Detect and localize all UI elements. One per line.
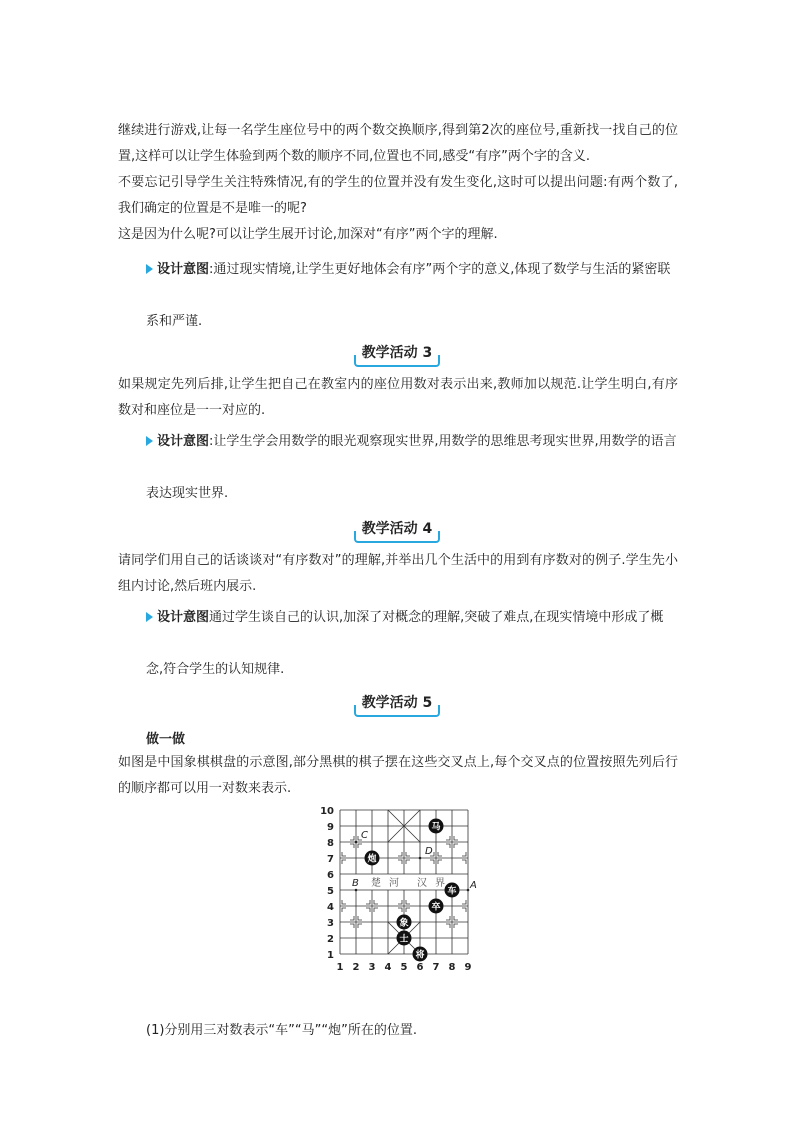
heading-text: 教学活动 3 [358, 342, 437, 367]
x-axis-label: 3 [368, 962, 376, 973]
x-axis-label: 1 [336, 962, 344, 973]
marker-stroke [406, 900, 410, 904]
y-axis-label: 8 [327, 838, 334, 849]
design-intent-tag: 设计意图 [157, 262, 210, 277]
marker-stroke [350, 836, 354, 840]
y-axis-label: 3 [327, 918, 334, 929]
point-dot [355, 889, 358, 892]
marker-stroke [406, 852, 410, 856]
marker-stroke [398, 900, 402, 904]
marker-stroke [342, 900, 346, 904]
arrow-icon [146, 436, 153, 446]
design-intent-text: :让学生学会用数学的眼光观察现实世界,用数学的思维思考现实世界,用数学的语言表达现实世界. [146, 434, 677, 501]
y-axis-label: 4 [327, 902, 334, 913]
marker-stroke [462, 908, 466, 912]
piece-label: 炮 [367, 854, 377, 865]
paragraph-special-case: 不要忘记引导学生关注特殊情况,有的学生的位置并没有发生变化,这时可以提出问题:有两个数了,我们确定的位置是不是唯一的呢? [118, 175, 678, 216]
design-intent-text: 通过学生谈自己的认识,加深了对概念的理解,突破了难点,在现实情境中形成了概念,符合学生的认知规律. [146, 610, 664, 677]
marker-stroke [350, 916, 354, 920]
marker-stroke [366, 908, 370, 912]
heading-text: 教学活动 5 [358, 692, 437, 717]
marker-stroke [430, 860, 434, 864]
piece-label: 马 [431, 822, 441, 833]
design-intent-3 [146, 592, 678, 696]
chess-piece [397, 931, 412, 946]
marker-stroke [374, 908, 378, 912]
point-label-C: C [361, 830, 368, 841]
y-axis-label: 1 [327, 950, 334, 961]
x-axis-label: 5 [400, 962, 408, 973]
marker-stroke [342, 860, 346, 864]
x-axis-label: 4 [384, 962, 392, 973]
marker-stroke [454, 844, 458, 848]
y-axis-label: 7 [327, 854, 334, 865]
marker-stroke [462, 860, 466, 864]
x-axis-label: 8 [448, 962, 456, 973]
y-axis-label: 5 [327, 886, 334, 897]
chess-piece [397, 915, 412, 930]
piece-label: 将 [415, 950, 425, 961]
marker-stroke [438, 860, 442, 864]
marker-stroke [446, 844, 450, 848]
chess-board-figure [318, 802, 478, 974]
river-label: 河 [389, 878, 399, 889]
arrow-icon [146, 612, 153, 622]
marker-stroke [446, 836, 450, 840]
paragraph-seat-pairs: 如果规定先列后排,让学生把自己在教室内的座位用数对表示出来,教师加以规范.让学生明白,有序数对和座位是一一对应的. [118, 377, 678, 418]
design-intent-text: :通过现实情境,让学生更好地体会有序”两个字的意义,体现了数学与生活的紧密联系和严谨. [146, 262, 671, 329]
river-label: 汉 [417, 878, 427, 889]
paragraph-discussion: 这是因为什么呢?可以让学生展开讨论,加深对“有序”两个字的理解. [118, 227, 498, 242]
marker-stroke [342, 852, 346, 856]
heading-activity-4 [0, 518, 794, 543]
marker-stroke [398, 860, 402, 864]
point-dot [467, 889, 470, 892]
marker-stroke [374, 900, 378, 904]
x-axis-label: 6 [416, 962, 424, 973]
chess-piece [445, 883, 460, 898]
y-axis-label: 9 [327, 822, 334, 833]
y-axis-label: 10 [320, 806, 334, 817]
paragraph-ordered-pair-examples: 请同学们用自己的话谈谈对“有序数对”的理解,并举出几个生活中的用到有序数对的例子.学生先小组内讨论,然后班内展示. [118, 553, 678, 594]
marker-stroke [454, 916, 458, 920]
marker-stroke [398, 852, 402, 856]
arrow-icon [146, 264, 153, 274]
design-intent-2 [146, 416, 678, 520]
marker-stroke [358, 924, 362, 928]
river-label: 楚 [371, 878, 381, 889]
marker-stroke [462, 900, 466, 904]
marker-stroke [462, 852, 466, 856]
point-label-D: D [425, 846, 433, 857]
marker-stroke [358, 844, 362, 848]
paragraph-continue-game: 继续进行游戏,让每一名学生座位号中的两个数交换顺序,得到第2次的座位号,重新找一找自己的位置,这样可以让学生体验到两个数的顺序不同,位置也不同,感受“有序”两个字的含义. [118, 123, 678, 164]
marker-stroke [358, 916, 362, 920]
question-1: (1)分别用三对数表示“车”“马”“炮”所在的位置. [146, 1023, 417, 1038]
chess-piece [429, 899, 444, 914]
design-intent-tag: 设计意图 [157, 610, 210, 625]
subheading-try-it: 做一做 [146, 732, 186, 747]
marker-stroke [350, 924, 354, 928]
marker-stroke [446, 916, 450, 920]
chess-piece [429, 819, 444, 834]
point-label-A: A [470, 880, 477, 891]
marker-stroke [366, 900, 370, 904]
marker-stroke [446, 924, 450, 928]
marker-stroke [406, 908, 410, 912]
chess-piece [365, 851, 380, 866]
y-axis-label: 2 [327, 934, 334, 945]
paragraph-chess-intro: 如图是中国象棋棋盘的示意图,部分黑棋的棋子摆在这些交叉点上,每个交叉点的位置按照先列后行的顺序都可以用一对数来表示. [118, 755, 678, 796]
design-intent-tag: 设计意图 [157, 434, 210, 449]
point-label-B: B [352, 878, 359, 889]
marker-stroke [438, 852, 442, 856]
marker-stroke [350, 844, 354, 848]
x-axis-label: 2 [352, 962, 360, 973]
marker-stroke [454, 924, 458, 928]
piece-label: 士 [399, 934, 409, 945]
y-axis-label: 6 [327, 870, 334, 881]
point-dot [355, 841, 358, 844]
x-axis-label: 7 [432, 962, 440, 973]
heading-activity-5 [0, 692, 794, 717]
marker-stroke [406, 860, 410, 864]
marker-stroke [342, 908, 346, 912]
heading-activity-3 [0, 342, 794, 367]
marker-stroke [398, 908, 402, 912]
marker-stroke [454, 836, 458, 840]
design-intent-1 [146, 244, 678, 348]
point-dot [419, 857, 422, 860]
piece-label: 象 [399, 918, 409, 929]
chess-piece [413, 947, 428, 962]
piece-label: 卒 [431, 902, 441, 913]
piece-label: 车 [447, 886, 457, 897]
x-axis-label: 9 [464, 962, 472, 973]
river-label: 界 [435, 878, 445, 889]
heading-text: 教学活动 4 [358, 518, 437, 543]
